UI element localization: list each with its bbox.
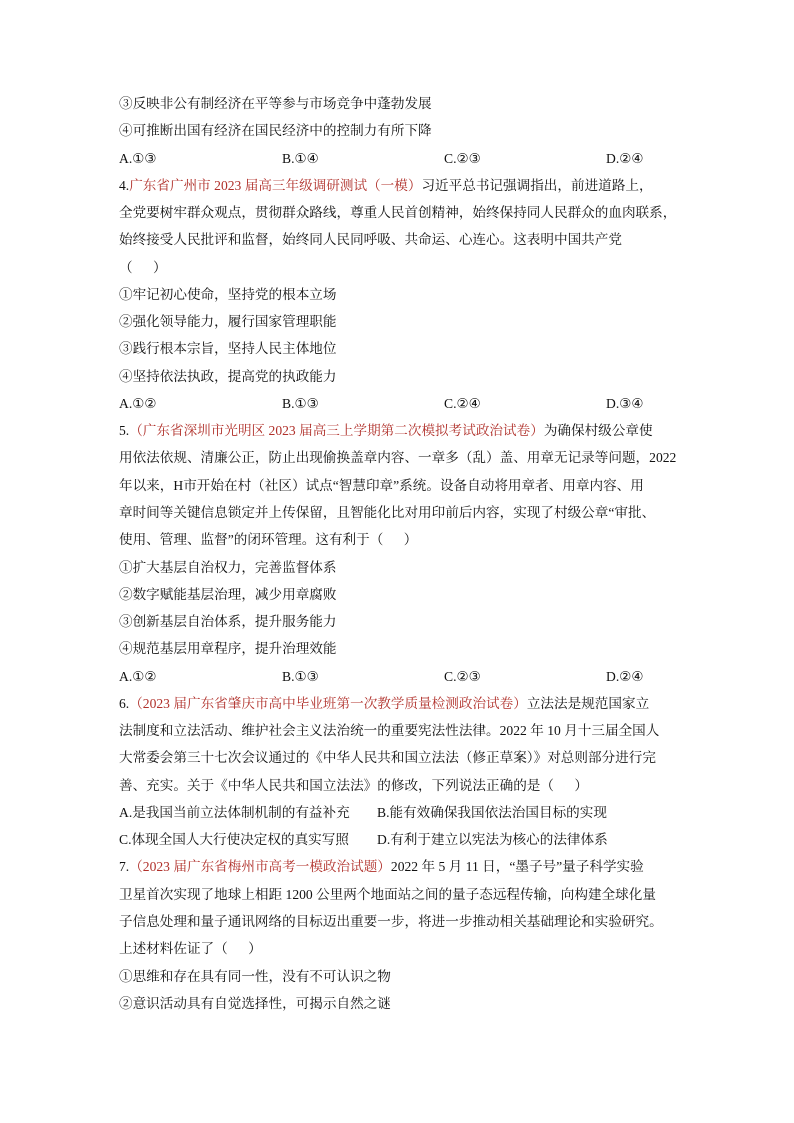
q6-stem-line: [119, 690, 699, 717]
q3-option-a: A.①③: [119, 150, 157, 166]
q4-statement-4: ④坚持依法执政，提高党的执政能力: [119, 368, 337, 384]
question-6: [119, 690, 699, 854]
q5-option-d: D.②④: [606, 668, 644, 684]
q4-stem-line: 全党要树牢群众观点，贯彻群众路线，尊重人民首创精神，始终保持同人民群众的血肉联系，: [119, 205, 677, 221]
q6-options-row-1: [119, 799, 699, 826]
q6-number: 6.: [119, 695, 130, 711]
q3-option-b: B.①④: [282, 150, 319, 166]
q5-stem-line: 章时间等关键信息锁定并上传保留，且智能化比对用印前后内容，实现了村级公章“审批、: [119, 504, 656, 520]
q7-stem-line: 子信息处理和量子通讯网络的目标迈出重要一步，将进一步推动相关基础理论和实验研究。: [119, 913, 663, 929]
q6-stem-line: 法制度和立法活动、维护社会主义法治统一的重要宪法性法律。2022 年 10 月十三届全国人: [119, 723, 660, 739]
q4-number: 4.: [119, 177, 130, 193]
q6-option-b: B.能有效确保我国依法治国目标的实现: [377, 804, 607, 820]
q4-answer-blank: （ ）: [119, 259, 167, 275]
q6-option-c: C.体现全国人大行使决定权的真实写照: [119, 832, 349, 848]
question-4: [119, 172, 699, 417]
q3-option-d: D.②④: [606, 150, 644, 166]
q4-options: [119, 390, 699, 417]
q3-option-c: C.②③: [444, 150, 481, 166]
q4-option-a: A.①②: [119, 395, 157, 411]
q5-statement-2: ②数字赋能基层治理，减少用章腐败: [119, 586, 337, 602]
q4-stem-line: [119, 172, 699, 199]
q6-stem-line: 大常委会第三十七次会议通过的《中华人民共和国立法法（修正草案）》对总则部分进行完: [119, 750, 656, 766]
q6-stem-text: 立法法是规范国家立: [526, 695, 650, 711]
q4-statement-2: ②强化领导能力，履行国家管理职能: [119, 314, 337, 330]
q4-option-b: B.①③: [282, 395, 319, 411]
q7-stem-text: 2022 年 5 月 11 日，“墨子号”量子科学实验: [390, 859, 644, 875]
q7-statement-2: ②意识活动具有自觉选择性，可揭示自然之谜: [119, 995, 391, 1011]
q5-stem-line: [119, 417, 699, 444]
exam-page: [119, 90, 699, 1017]
q5-source: （广东省深圳市光明区 2023 届高三上学期第二次模拟考试政治试卷）: [129, 423, 544, 439]
q7-statement-1: ①思维和存在具有同一性，没有不可认识之物: [119, 968, 391, 984]
q4-statement-3: ③践行根本宗旨，坚持人民主体地位: [119, 341, 337, 357]
q5-statement-1: ①扩大基层自治权力，完善监督体系: [119, 559, 337, 575]
q5-option-b: B.①③: [282, 668, 319, 684]
q6-stem-line: 善、充实。关于《中华人民共和国立法法》的修改，下列说法正确的是（ ）: [119, 777, 588, 793]
q4-source: 广东省广州市 2023 届高三年级调研测试（一模）: [129, 177, 422, 193]
q7-stem-line: [119, 853, 699, 880]
q5-option-c: C.②③: [444, 668, 481, 684]
q4-statement-1: ①牢记初心使命，坚持党的根本立场: [119, 286, 337, 302]
q7-stem-line: 上述材料佐证了（ ）: [119, 941, 262, 957]
q3-statement-3: ③反映非公有制经济在平等参与市场竞争中蓬勃发展: [119, 96, 432, 111]
q7-stem-line: 卫星首次实现了地球上相距 1200 公里两个地面站之间的量子态远程传输，向构建全球化量: [119, 886, 656, 902]
q6-source: （2023 届广东省肇庆市高中毕业班第一次教学质量检测政治试卷）: [129, 695, 527, 711]
q3-options: [119, 145, 699, 172]
question-3-continued: [119, 90, 699, 172]
q3-statement-4: ④可推断出国有经济在国民经济中的控制力有所下降: [119, 123, 432, 139]
q5-number: 5.: [119, 423, 130, 439]
q5-stem-line: 用依法依规、清廉公正，防止出现偷换盖章内容、一章多（乱）盖、用章无记录等问题，2022: [119, 450, 677, 466]
question-7: [119, 853, 699, 1017]
q5-options: [119, 663, 699, 690]
q5-stem-line: 年以来，H市开始在村（社区）试点“智慧印章”系统。设备自动将用章者、用章内容、用: [119, 477, 644, 493]
q5-option-a: A.①②: [119, 668, 157, 684]
q4-option-c: C.②④: [444, 395, 481, 411]
q7-number: 7.: [119, 859, 130, 875]
q4-option-d: D.③④: [606, 395, 644, 411]
q5-statement-3: ③创新基层自治体系，提升服务能力: [119, 614, 337, 630]
q4-stem-line: 始终接受人民批评和监督，始终同人民同呼吸、共命运、心连心。这表明中国共产党: [119, 232, 622, 248]
q5-statement-4: ④规范基层用章程序，提升治理效能: [119, 641, 337, 657]
question-5: [119, 417, 699, 690]
q6-option-a: A.是我国当前立法体制机制的有益补充: [119, 804, 350, 820]
q5-stem-line: 使用、管理、监督”的闭环管理。这有利于（ ）: [119, 532, 418, 548]
q6-options-row-2: [119, 826, 699, 853]
q6-option-d: D.有利于建立以宪法为核心的法律体系: [377, 832, 608, 848]
q4-stem-text: 习近平总书记强调指出，前进道路上，: [421, 177, 653, 193]
q5-stem-text: 为确保村级公章使: [543, 423, 653, 439]
q7-source: （2023 届广东省梅州市高考一模政治试题）: [129, 859, 391, 875]
